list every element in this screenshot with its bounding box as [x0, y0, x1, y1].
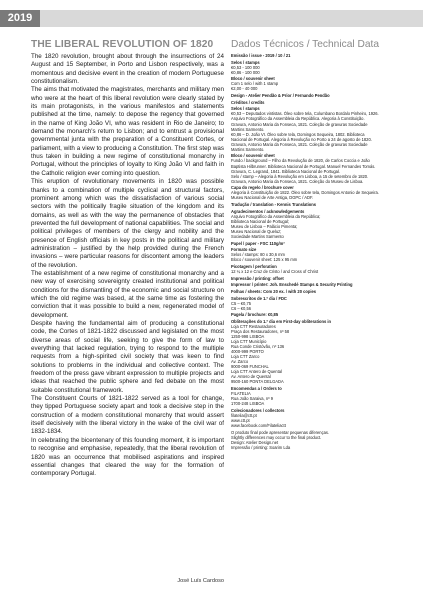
- tech-section-line: Loja CTT Zarco: [231, 354, 260, 360]
- tech-section-line: €0,53 – Deputados vintistas. Óleo sobre tela, Columbano Bordalo Pinheiro, 1926. Arquivo Fotográfico da Assembleia da República. Alegoria à Constituição. Gravura, Antonio Maria da Fonseca, 1821. Coleção de gravuras Sociedade Martins Sarmento.: [231, 111, 379, 132]
- tech-section-label: Picotagem / perforation: [231, 263, 277, 269]
- tech-section-label: Pagela / brochure: €0,85: [231, 312, 279, 318]
- tech-section: [231, 53, 381, 58]
- article-paragraph: The establishment of a new regime of constitutional monarchy and a new way of exercising sovereignty created institutional and political conditions for the dismantling of the economic and social structure on which the old regime was based, at the same time as fostering the conviction that it was possible to build a new, regenerated model of development.: [31, 269, 224, 319]
- tech-section-line: Loja CTT Restauradores: [231, 323, 276, 329]
- tech-footnote-line: Impressão / printing: Soarim Lda: [231, 444, 291, 450]
- tech-section-label: Créditos / credits: [231, 99, 265, 105]
- article-paragraph: The 1820 revolution, brought about through the insurrections of 24 August and 15 September, in Porto and Lisbon respectively, was a momentous and decisive event in the creation of modern Portuguese constitutionalism.: [31, 53, 224, 86]
- tech-section-line: www.facebook.com/Filateliactt: [231, 423, 286, 429]
- technical-data-list: [231, 53, 381, 451]
- tech-section-label: Impressão / printing: offset: [231, 275, 284, 281]
- tech-footnote-line: O produto final pode apresentar pequenas diferenças.: [231, 429, 330, 435]
- tech-section-label: Selos / stamps: [231, 59, 260, 65]
- tech-section: [231, 241, 381, 246]
- tech-section: [231, 153, 381, 183]
- tech-section-label: Selos / stamps: [231, 106, 260, 112]
- tech-section: [231, 276, 381, 281]
- tech-section-line: Praça dos Restauradores, nº 58: [231, 328, 290, 334]
- tech-section-line: €2,00 - 40 000: [231, 86, 258, 92]
- tech-section-label: Sobrescritos de 1.º dia / FDC: [231, 295, 287, 301]
- article-body: [31, 53, 224, 479]
- tech-section-line: 9000-069 FUNCHAL: [231, 364, 269, 370]
- tech-section-line: €0,53 - 100 000: [231, 64, 260, 70]
- tech-section: [231, 247, 381, 262]
- tech-footnote: [231, 430, 381, 450]
- tech-section-line: Rua Conde Cristóvão, nº 136: [231, 344, 285, 350]
- tech-section-line: Com 1 selo / with 1 stamp: [231, 81, 279, 87]
- tech-section-line: €0,86 – D. João VI. Óleo sobre tela, Domingos Sequeira, 1802. Biblioteca Nacional de Portugal. Alegoria à Revolução no Porto a 24 de agosto de 1820. Gravura, Antonio Maria da Fonseca, 1821. Coleção de gravuras Sociedade Martins Sarmento.: [231, 131, 372, 152]
- tech-section-line: 12 ¼ x 12 e Cruz de Cristo / and Cross of Christ: [231, 268, 319, 274]
- tech-section-label: Obliterações do 1.º dia em First-day obliterations in: [231, 318, 331, 324]
- tech-section: [231, 408, 381, 428]
- tech-section: [231, 100, 381, 105]
- article-paragraph: The Constituent Courts of 1821-1822 served as a tool for change, they tipped Portuguese society apart and took a decisive step in the construction of a modern constitutional monarchy that would assert itself decisively with the liberal victory in the wake of the civil war of 1832-1834.: [31, 395, 224, 436]
- tech-section-line: filatelia@ctt.pt: [231, 412, 257, 418]
- tech-section-line: Av. Antero de Quental: [231, 374, 271, 380]
- article-paragraph: This eruption of revolutionary movements in 1820 was possible thanks to a combination of multiple cyclical and structural factors, prominent among which was the dissatisfaction of various social sectors with the politically fragile situation of the kingdom and its domains, as well as with the way the permanence of obstacles that prevented the full development of national capabilities. The social and political privileges of members of the clergy and nobility and the presence of English officials in key posts in the political and military administration – justified by the help provided during the French invasions – were particular reasons for discontent among the leaders of the revolution.: [31, 178, 224, 269]
- tech-footnote-line: Design: Atelier Design.net: [231, 439, 279, 445]
- tech-section-line: 1250-998 LISBOA: [231, 334, 265, 340]
- tech-section: [231, 319, 381, 385]
- tech-section: [231, 76, 381, 91]
- tech-section-line: Arquivo Fotográfico da Assembleia da República;: [231, 213, 321, 219]
- tech-section-label: Agradecimentos / acknowledgements: [231, 208, 305, 214]
- tech-section-label: Bloco / souvenir sheet: [231, 76, 275, 82]
- tech-section: [231, 312, 381, 317]
- technical-data-title: Dados Técnicos / Technical Data: [231, 39, 379, 50]
- tech-section-label: Formato size: [231, 247, 257, 253]
- tech-section-line: FILATELIA: [231, 391, 251, 397]
- article-paragraph: Despite having the fundamental aim of producing a constitutional code, the Cortes of 1821-1822 discussed and legislated on the most diverse areas of social life, seeking to give the form of law to everything that lacked regulation, trying to respond to the multiple requests from a high-spirited civil society that was keen to find solutions to problems in the individual and collective context. The freedom of the press gave vibrant expression to multiple projects and ideas that reached the public sphere and fed debate on the most suitable constitutional framework.: [31, 320, 224, 394]
- tech-section: [231, 185, 381, 200]
- tech-section-line: 1700-248 LISBOA: [231, 401, 265, 407]
- tech-section-line: Rua João Saraiva, nº 9: [231, 396, 274, 402]
- tech-section-line: C6 – €0,56: [231, 305, 252, 311]
- tech-section-line: Selo / stamp – Alegoria à Revolução em Lisboa, a 15 de setembro de 1820. Gravura, Antonio Maria da Fonseca, 1821. Coleção do Museu de Lisboa.: [231, 173, 369, 184]
- tech-section-label: Encomendas a / Orders to: [231, 386, 282, 392]
- header-bar: [0, 10, 423, 27]
- author-name: José Luís Cardoso: [177, 578, 224, 584]
- tech-section-label: Tradução / translation - Kennis Translations: [231, 202, 317, 208]
- article-paragraph: In celebrating the bicentenary of this founding moment, it is important to recognise and emphasise, repeatedly, that the liberal revolution of 1820 was an occurrence that mobilised aspirations and inspired essential changes that cleared the way for the formation of contemporary Portugal.: [31, 436, 224, 478]
- tech-section: [231, 289, 381, 294]
- tech-section: [231, 106, 381, 151]
- tech-section: [231, 264, 381, 274]
- tech-section-line: Bloco / souvenir sheet: 125 x 95 mm: [231, 257, 298, 263]
- tech-section-line: Sociedade Martins Sarmento: [231, 233, 284, 239]
- tech-section: [231, 202, 381, 207]
- article-paragraph: The aims that motivated the magistrates, merchants and military men who were at the heart of this liberal revolution were clearly stated by its main protagonists, in the various manifestos and statements published at the time, namely: to depose the regency that governed in the name of King João VI, who was resident in Rio de Janeiro; to demand the monarch's return to Lisbon; and to entrust a provisional governmental junta with the preparation of a Constituent Cortes, or parliament, with a view to producing a Constitution. The first step was thus taken in building a new regime of constitutional monarchy in Portugal, without the principles of loyalty to King João VI and faith in the Catholic religion ever coming into question.: [31, 86, 224, 177]
- tech-section: [231, 386, 381, 406]
- tech-section-line: www.ctt.pt: [231, 417, 250, 423]
- tech-section-label: Colecionadores / collectors: [231, 407, 285, 413]
- tech-section-line: Museu de Lisboa – Palácio Pimenta;: [231, 223, 298, 229]
- tech-section: [231, 282, 381, 287]
- tech-section: [231, 60, 381, 75]
- tech-section-label: Folhas / sheets: Com 20 ex. / with 20 copies: [231, 288, 317, 294]
- tech-section-label: Emissão / issue - 2019 / 10 / 21: [231, 53, 291, 58]
- tech-section-line: Selos / stamps: 80 x 30,6 mm: [231, 252, 285, 258]
- tech-section-label: Design - Atelier Pendão & Prior / Fernando Pendão: [231, 93, 330, 99]
- tech-section-line: 4000-999 PORTO: [231, 349, 264, 355]
- year-label: 2019: [0, 10, 40, 27]
- tech-section: [231, 93, 381, 98]
- tech-section-line: Biblioteca Nacional de Portugal;: [231, 218, 290, 224]
- tech-section-line: C5 – €0,75: [231, 300, 252, 306]
- tech-section-label: Capa do regelo / brochure cover: [231, 185, 294, 191]
- tech-section-line: Loja CTT Município: [231, 339, 267, 345]
- tech-section-line: Fundo / background – Filho da Revolução de 1820, de Carlos Coccia e João Baptista Hilbrunner. Biblioteca Nacional de Portugal. Manuel Fernandes Tomás. Gravura, C. Legrand, 1841. Biblioteca Nacional de Portugal.: [231, 158, 376, 174]
- tech-section-line: €0,86 - 100 000: [231, 69, 260, 75]
- tech-section: [231, 296, 381, 311]
- tech-section-line: Av. Zarco: [231, 359, 249, 365]
- tech-section-line: Alegoria à Constituição de 1822. Óleo sobre tela, Domingos Antonio de Sequeira. Museu Nacional de Arte Antiga, DGPC / ADF.: [231, 190, 379, 201]
- tech-section-label: Impressor / printer: Joh. Enschedé Stamps & Security Printing: [231, 282, 353, 288]
- article-title: THE LIBERAL REVOLUTION OF 1820: [31, 39, 214, 50]
- tech-section-line: 9500-160 PONTA DELGADA: [231, 379, 284, 385]
- tech-section: [231, 209, 381, 239]
- tech-section-label: Bloco / souvenir sheet: [231, 153, 275, 159]
- tech-section-label: Papel / paper - FSC 110g/m²: [231, 240, 285, 246]
- tech-footnote-line: Slightly differences may occur to the final product.: [231, 434, 322, 440]
- tech-section-line: Museu Nacional de Queluz;: [231, 228, 282, 234]
- tech-section-line: Loja CTT Antero de Quental: [231, 369, 282, 375]
